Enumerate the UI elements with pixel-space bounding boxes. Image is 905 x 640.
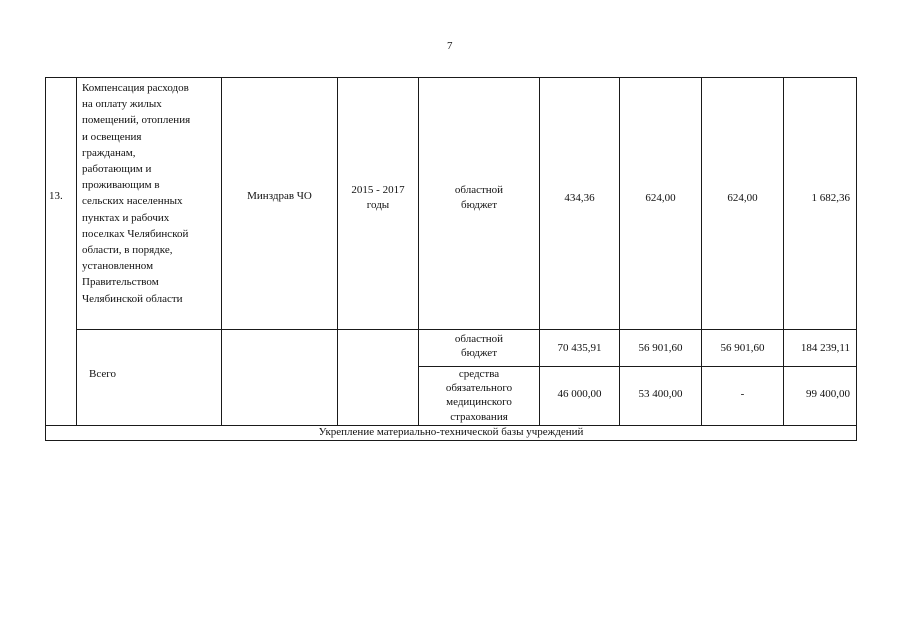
col-source-divider <box>539 77 540 426</box>
total-row-value-2016: 53 400,00 <box>638 388 683 400</box>
row13-bottom-rule <box>76 329 857 330</box>
col-2015-divider <box>619 77 620 426</box>
total-row-total: 184 239,11 <box>800 342 850 354</box>
total-row-total: 99 400,00 <box>806 388 850 400</box>
row13-description: Компенсация расходов на оплату жилых помещений, отопления и освещения гражданам, работающим и проживающим в сельских населенных пунктах и рабочих поселках Челябинской области, в порядке, установленном Правительством Челябинской области <box>82 82 191 305</box>
section-bottom-rule <box>45 440 857 441</box>
total-row-value-2017: - <box>740 388 745 400</box>
row13-source: областной бюджет <box>454 184 504 211</box>
table-left-border <box>45 77 46 441</box>
total-row-value-2017: 56 901,60 <box>720 342 765 354</box>
section-heading: Укрепление материально-технической базы учреждений <box>318 426 584 438</box>
total-label: Всего <box>89 368 116 380</box>
total-row-value-2016: 56 901,60 <box>638 342 683 354</box>
total-row-value-2015: 70 435,91 <box>557 342 602 354</box>
row13-value-2016: 624,00 <box>645 192 676 204</box>
page-number: 7 <box>447 40 453 52</box>
row13-value-2015: 434,36 <box>564 192 595 204</box>
row13-period: 2015 - 2017 годы <box>351 184 405 211</box>
total-row-source: средства обязательного медицинского страхования <box>445 368 513 423</box>
row13-value-2017: 624,00 <box>727 192 758 204</box>
col-desc-divider <box>221 77 222 426</box>
col-number-divider <box>76 77 77 426</box>
table-top-border <box>45 77 857 78</box>
col-executor-divider <box>337 77 338 426</box>
col-2016-divider <box>701 77 702 426</box>
table-right-border <box>856 77 857 441</box>
row13-executor: Минздрав ЧО <box>247 190 312 202</box>
total-row-source: областной бюджет <box>454 333 504 359</box>
total-row-value-2015: 46 000,00 <box>557 388 602 400</box>
row13-total: 1 682,36 <box>811 192 850 204</box>
row13-number: 13. <box>49 190 63 202</box>
col-2017-divider <box>783 77 784 426</box>
